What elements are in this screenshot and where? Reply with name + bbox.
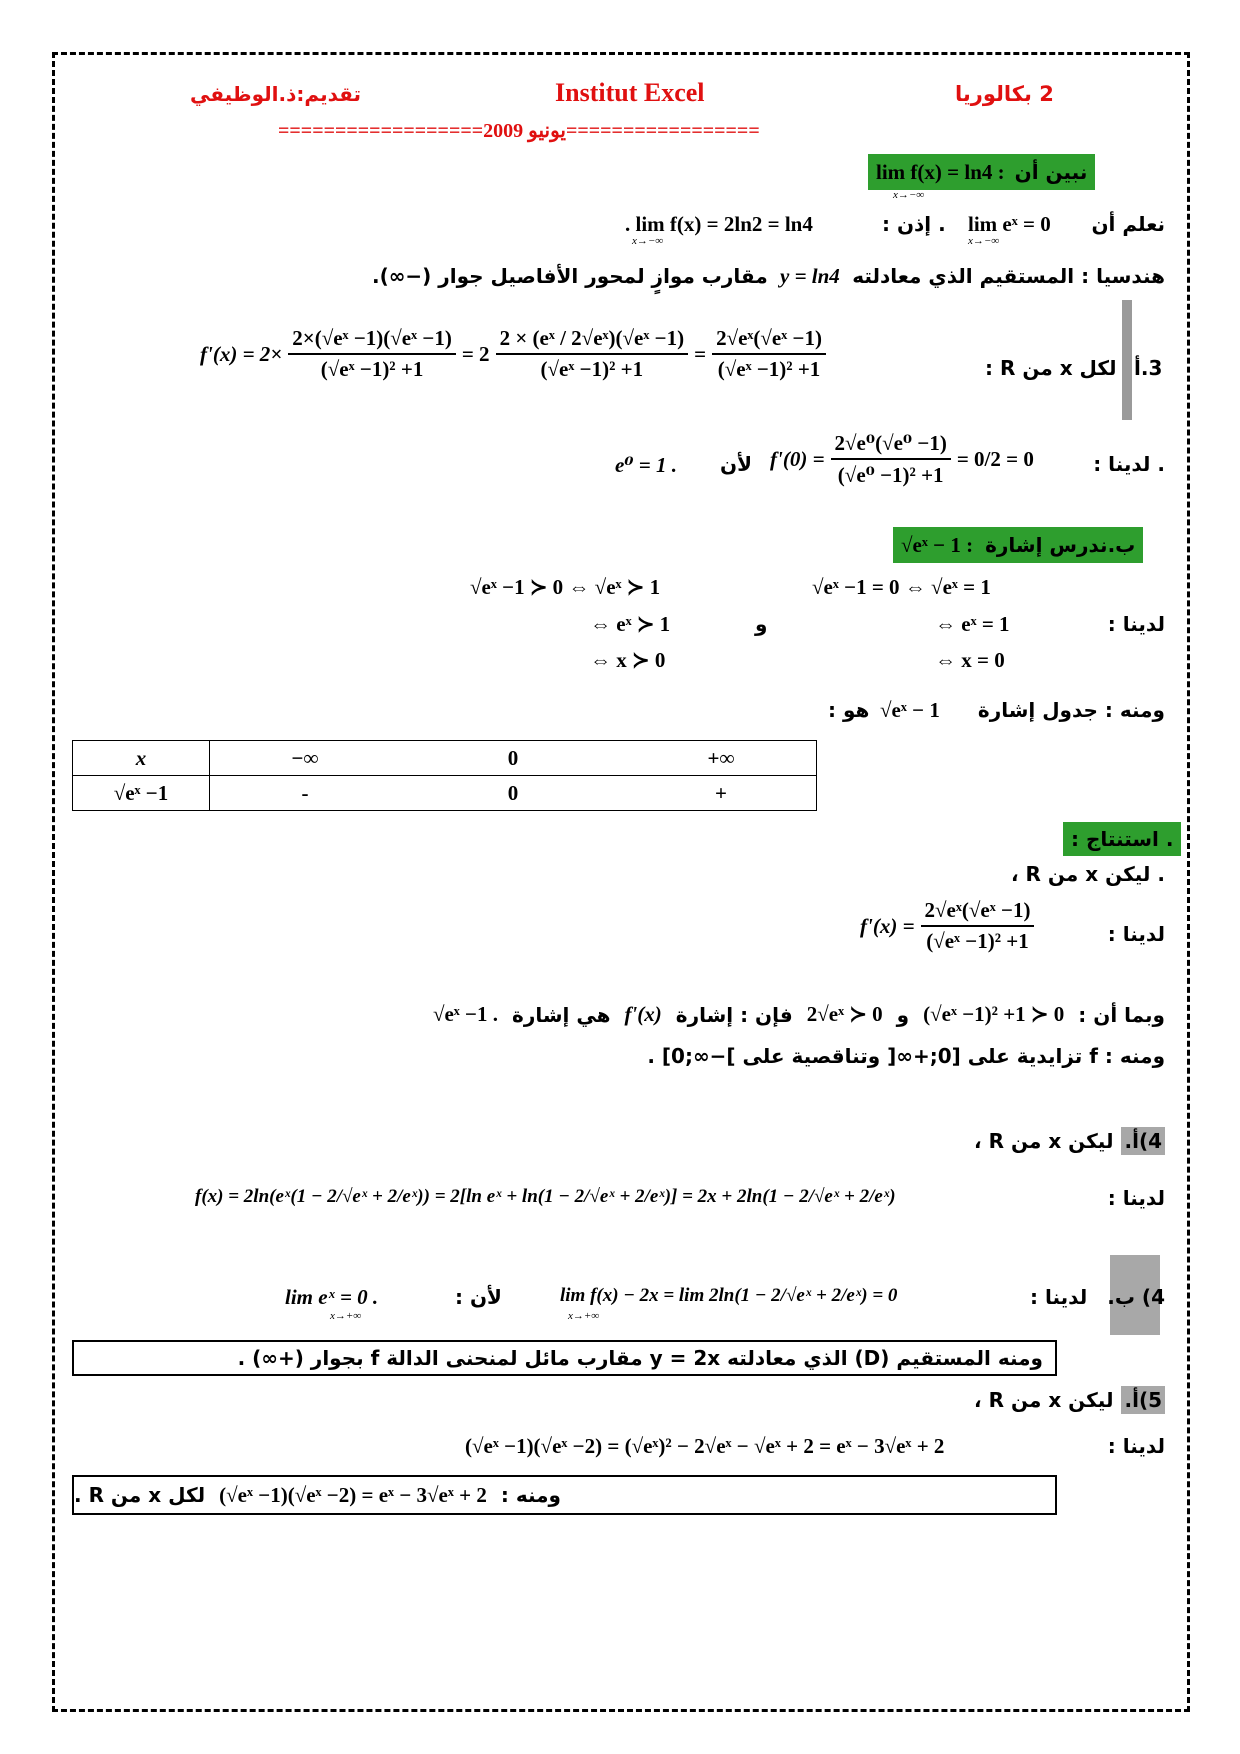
table-intro: ومنه : جدول إشارة (977, 698, 1165, 722)
since-math-1: (√eˣ −1)² +1 ≻ 0 (923, 1002, 1065, 1026)
is-sign-word: هي إشارة (512, 1002, 611, 1027)
table-row (73, 741, 817, 776)
q4b-lim-sub: x→+∞ (330, 1310, 362, 1322)
q4b-expression: lim f(x) − 2x = lim 2ln(1 − 2/√eˣ + 2/eˣ) = 0 (560, 1285, 898, 1306)
fraction-3 (712, 326, 826, 382)
date-line: =================يونيو 2009================== (278, 120, 760, 142)
and-word: و (755, 612, 768, 636)
asymptote-box (72, 1340, 1057, 1376)
conclusion-den: (√eˣ −1)² +1 (926, 929, 1029, 953)
then-word: فإن : إشارة (675, 1002, 793, 1027)
grey-marker (1122, 300, 1132, 420)
table-row (73, 776, 817, 811)
table-intro-end: هو : (828, 698, 870, 722)
fprime-x: f'(x) (624, 1002, 662, 1026)
table-cell: +∞ (626, 741, 817, 776)
q3a-f0 (770, 430, 1034, 488)
q5a-expression: (√eˣ −1)(√eˣ −2) = (√eˣ)² − 2√eˣ − √eˣ + 2 = eˣ − 3√eˣ + 2 (465, 1434, 945, 1458)
q4b-because: لأن : (455, 1285, 502, 1309)
q4b-have: لدينا : (1030, 1285, 1088, 1309)
since-word: وبما أن : (1078, 1002, 1165, 1027)
factorization-expr: (√eˣ −1)(√eˣ −2) = eˣ − 3√eˣ + 2 (219, 1482, 487, 1507)
since-and: و (896, 1002, 910, 1027)
q2-title (868, 154, 1095, 190)
q3a-e0: e⁰ = 1 . (615, 453, 677, 477)
conclusion-fprime: f'(x) = (860, 913, 915, 938)
table-cell: 0 (400, 776, 626, 811)
institute-title: Institut Excel (555, 78, 705, 107)
table-cell: −∞ (210, 741, 401, 776)
conclusion-final: ومنه : f تزايدية على [0;+∞[ وتناقصية على ]−∞;0] . (647, 1044, 1165, 1068)
q2-know: نعلم أن (1091, 212, 1165, 236)
conclusion-let: . ليكن x من R ، (1010, 862, 1165, 886)
q4b-sub: x→+∞ (568, 1310, 600, 1322)
q3b-have: لدينا : (1107, 612, 1165, 636)
conclusion-since-line (433, 1002, 1165, 1027)
sign-table (72, 740, 817, 811)
right-line-2: ⇔ eˣ = 1 (935, 612, 1010, 636)
fraction-1-num: 2×(√eˣ −1)(√eˣ −1) (288, 326, 456, 355)
fraction-3-num: 2√eˣ(√eˣ −1) (712, 326, 826, 355)
q3a-label: 3.أ (1134, 356, 1163, 380)
q2-know-sub: x→−∞ (968, 235, 1000, 247)
q3a-because: لأن (720, 452, 752, 476)
fprime-lhs: f'(x) = 2× (200, 341, 283, 366)
q4a-expression: f(x) = 2ln(eˣ(1 − 2/√eˣ + 2/eˣ)) = 2[ln eˣ + ln(1 − 2/√eˣ + 2/eˣ)] = 2x + 2ln(1 − 2/√eˣ + 2/eˣ) (195, 1186, 896, 1207)
q3b-title-text: ب.ندرس إشارة (985, 533, 1136, 557)
q2-result: . lim f(x) = 2ln2 = ln4 (625, 212, 813, 236)
q4a-let: ليكن x من R ، (974, 1129, 1114, 1153)
factorization-box (72, 1475, 1057, 1515)
author-label: تقديم:ذ.الوظيفي (190, 82, 362, 106)
q2-title-text: نبين أن (1014, 160, 1088, 184)
conclusion-fraction (921, 898, 1035, 954)
q5a-heading (974, 1386, 1165, 1414)
f0-end: = 0/2 = 0 (956, 446, 1034, 471)
table-cell: x (73, 741, 210, 776)
q4b-lim: lim eˣ = 0 . (285, 1285, 379, 1309)
fraction-2 (496, 326, 689, 382)
conclusion-title-text: . استنتاج : (1071, 827, 1174, 851)
q2-know-math: lim eˣ = 0 (968, 212, 1051, 236)
level-label: 2 بكالوريا (955, 82, 1054, 106)
q3b-title (893, 527, 1143, 563)
sign-math: √eˣ −1 . (432, 1002, 499, 1026)
f0-lhs: f'(0) = (770, 446, 825, 471)
factorization-tail: لكل x من R . (74, 1483, 206, 1507)
q3a-have: . لدينا : (1093, 452, 1165, 476)
q5a-have: لدينا : (1107, 1434, 1165, 1458)
table-cell: 0 (400, 741, 626, 776)
q2-geo-end: مقارب موازٍ لمحور الأفاصيل جوار (−∞). (372, 264, 768, 288)
table-cell: - (210, 776, 401, 811)
table-intro-math: √eˣ − 1 (880, 698, 940, 722)
fraction-2-den: (√eˣ −1)² +1 (540, 357, 644, 381)
f0-num: 2√e⁰(√e⁰ −1) (831, 430, 951, 460)
q4b-label: 4) ب. (1107, 1285, 1165, 1309)
table-cell: + (626, 776, 817, 811)
q3a-derivative: f'(x) = 2× $\frac{\text{2×(√eˣ −1)(√eˣ −1)}}{\text{(√eˣ −1)² +1}}$ = 2 $\frac{\text{2 × (eˣ / 2√eˣ)(√eˣ −1)}}{\text{(√eˣ −1)² +1}}$ = $\frac{\text{2√eˣ(√eˣ −1)}}{\text{(√eˣ −1)² +1}}$ (200, 326, 826, 382)
f0-den: (√e⁰ −1)² +1 (837, 463, 944, 487)
fraction-3-den: (√eˣ −1)² +1 (717, 357, 821, 381)
table-cell: √eˣ −1 (73, 776, 210, 811)
q5a-let: ليكن x من R ، (974, 1388, 1114, 1412)
q4a-heading (974, 1127, 1165, 1155)
q4a-have: لدينا : (1107, 1186, 1165, 1210)
q3b-title-math: √eˣ − 1 : (901, 532, 974, 557)
q2-geo-math: y = ln4 (780, 264, 840, 288)
conclusion-num: 2√eˣ(√eˣ −1) (921, 898, 1035, 927)
factorization-lead: ومنه : (500, 1483, 561, 1507)
left-line-1: √eˣ −1 ≻ 0 ⇔ √eˣ ≻ 1 (470, 575, 661, 599)
q3a-intro: لكل x من R : (985, 356, 1117, 380)
conclusion-derivative (860, 898, 1034, 954)
conclusion-have: لدينا : (1107, 922, 1165, 946)
fraction-2-num: 2 × (eˣ / 2√eˣ)(√eˣ −1) (496, 326, 689, 355)
q2-title-sub: x→−∞ (893, 189, 925, 201)
q2-geo: هندسيا : المستقيم الذي معادلته (852, 264, 1165, 288)
left-line-2: ⇔ eˣ ≻ 1 (590, 612, 671, 636)
f0-fraction (831, 430, 951, 488)
q5a-label: 5)أ. (1121, 1386, 1165, 1414)
fraction-1 (288, 326, 456, 382)
since-math-2: 2√eˣ ≻ 0 (806, 1002, 883, 1026)
right-line-3: ⇔ x = 0 (935, 648, 1005, 672)
asymptote-text: ومنه المستقيم (D) الذي معادلته y = 2x مقارب مائل لمنحنى الدالة f بجوار (+∞) . (237, 1346, 1043, 1370)
q2-title-math: lim f(x) = ln4 : (876, 159, 1005, 184)
right-line-1: √eˣ −1 = 0 ⇔ √eˣ = 1 (812, 575, 991, 599)
q2-then: . إذن : (882, 212, 946, 236)
q2-result-sub: x→−∞ (632, 235, 664, 247)
conclusion-title (1063, 822, 1181, 856)
q4a-label: 4)أ. (1121, 1127, 1165, 1155)
left-line-3: ⇔ x ≻ 0 (590, 648, 666, 672)
fraction-1-den: (√eˣ −1)² +1 (320, 357, 424, 381)
